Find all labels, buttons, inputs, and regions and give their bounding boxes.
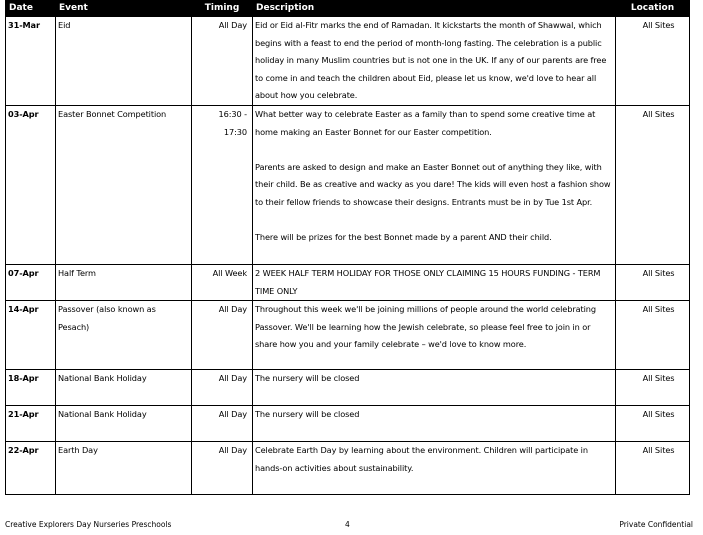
description-paragraph: The nursery will be closed [255,373,360,384]
table-header-row [6,0,690,17]
cell-timing: All Week [192,264,253,300]
footer-page-number: 4 [345,520,350,529]
cell-timing: All Day [192,370,253,406]
cell-date: 03-Apr [6,105,56,264]
cell-description [253,17,616,106]
description-paragraph: Celebrate Earth Day by learning about the environment. Children will participate in hands-on activities about sustainability. [255,445,588,473]
cell-timing: All Day [192,406,253,442]
cell-description [253,301,616,370]
cell-event: Earth Day [56,442,192,495]
cell-event: Eid [56,17,192,106]
cell-timing: 16:30 - 17:30 [192,105,253,264]
events-table [5,0,690,495]
table-row [6,17,690,106]
cell-description [253,442,616,495]
table-row [6,105,690,264]
table-row [6,370,690,406]
description-paragraph: What better way to celebrate Easter as a family than to spend some creative time at home making an Easter Bonnet for our Easter competition. [255,108,596,137]
cell-date: 21-Apr [6,406,56,442]
description-paragraph: There will be prizes for the best Bonnet made by a parent AND their child. [255,232,552,243]
cell-description [253,264,616,300]
column-header-timing: Timing [192,0,253,17]
paragraph-gap [255,141,613,159]
cell-date: 22-Apr [6,442,56,495]
cell-location: All Sites [616,370,690,406]
column-header-date: Date [6,0,56,17]
cell-date: 31-Mar [6,17,56,106]
cell-event: National Bank Holiday [56,406,192,442]
paragraph-gap [255,212,613,230]
description-paragraph: Parents are asked to design and make an Easter Bonnet out of anything they like, with their child. Be as creative and wacky as you dare! The kids will even host a fashion show to their fellow friends to showcase their designs. Entrants must be in by Tue 1st Apr. [255,161,611,207]
description-paragraph: 2 WEEK HALF TERM HOLIDAY FOR THOSE ONLY CLAIMING 15 HOURS FUNDING - TERM TIME ONLY [255,267,601,296]
table-row [6,442,690,495]
cell-date: 07-Apr [6,264,56,300]
column-header-location: Location [616,0,690,17]
column-header-event: Event [56,0,192,17]
cell-location: All Sites [616,301,690,370]
cell-event: Easter Bonnet Competition [56,105,192,264]
description-paragraph: The nursery will be closed [255,409,360,420]
cell-date: 14-Apr [6,301,56,370]
cell-timing: All Day [192,442,253,495]
cell-timing: All Day [192,17,253,106]
cell-description [253,105,616,264]
footer-company-name: Creative Explorers Day Nurseries Preschools [5,520,172,529]
cell-location: All Sites [616,442,690,495]
cell-timing: All Day [192,301,253,370]
footer-confidentiality: Private Confidential [619,520,693,529]
cell-location: All Sites [616,264,690,300]
cell-event: Passover (also known as Pesach) [56,301,192,370]
cell-date: 18-Apr [6,370,56,406]
cell-description [253,406,616,442]
cell-location: All Sites [616,105,690,264]
table-row [6,406,690,442]
cell-location: All Sites [616,17,690,106]
cell-description [253,370,616,406]
column-header-description: Description [253,0,616,17]
table-row [6,301,690,370]
description-paragraph: Throughout this week we'll be joining millions of people around the world celebrating Passover. We'll be learning how the Jewish celebrate, so please feel free to join in or share how you and your family celebrate – we'd love to know more. [255,304,596,350]
table-row [6,264,690,300]
cell-event: Half Term [56,264,192,300]
description-paragraph: Eid or Eid al-Fitr marks the end of Ramadan. It kickstarts the month of Shawwal, which begins with a feast to end the period of month-long fasting. The celebration is a public holiday in many Muslim countries but is not one in the UK. If any of our parents are free to come in and teach the children about Eid, please let us know, we'd love to hear all about how you celebrate. [255,20,607,101]
cell-event: National Bank Holiday [56,370,192,406]
cell-location: All Sites [616,406,690,442]
